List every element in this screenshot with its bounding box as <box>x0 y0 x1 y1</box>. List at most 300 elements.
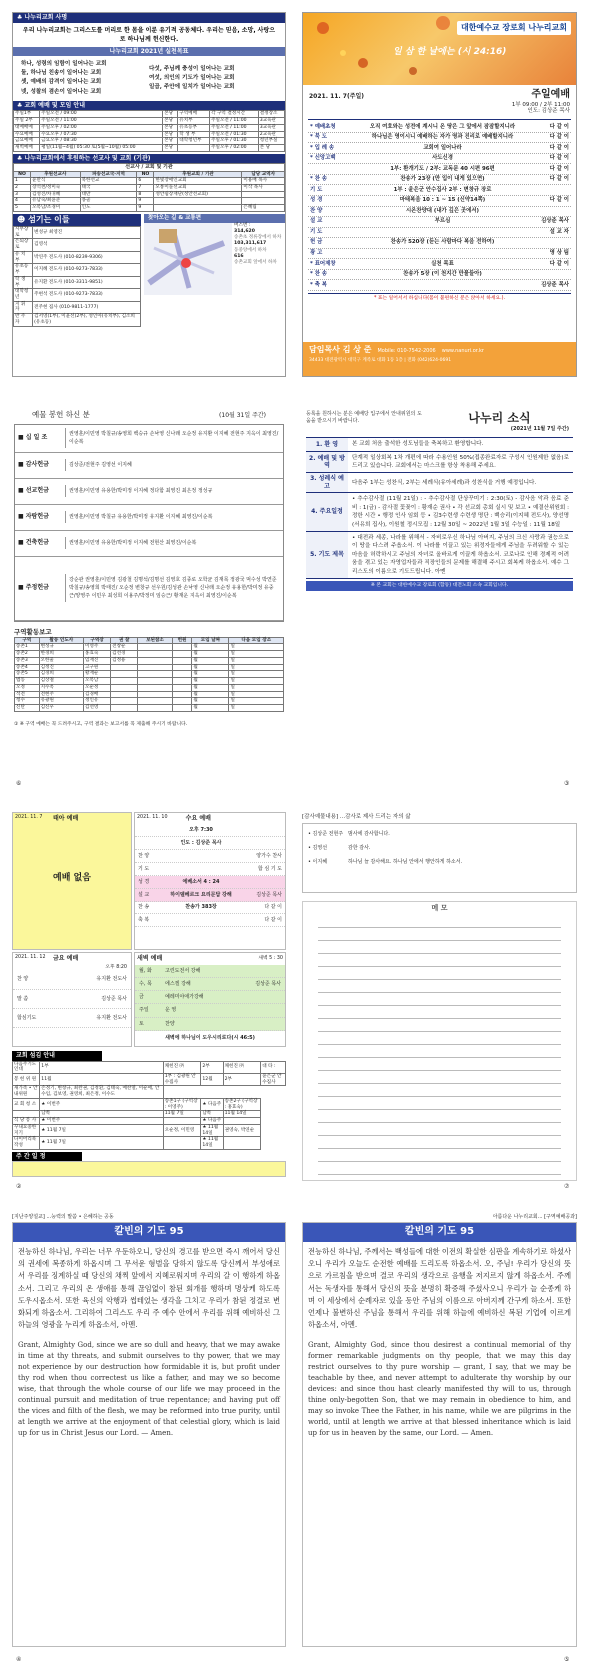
table-cell: 대학청년부 <box>178 138 210 145</box>
fri-order <box>13 970 131 1028</box>
table-cell: 황재순 <box>84 671 111 678</box>
table-cell <box>138 644 172 651</box>
map-illustration <box>144 223 232 295</box>
wed-leader: 합 심 기 도 <box>257 865 282 872</box>
table-cell <box>163 1118 201 1125</box>
table-cell: 채헌진 ㈜ <box>223 1061 261 1073</box>
order-row <box>308 259 571 270</box>
table-cell: 월 <box>192 704 229 711</box>
table-cell: ★ 11월 7일 <box>40 1124 163 1136</box>
table-cell: 결정장소 <box>258 111 284 118</box>
table-cell: 본당 <box>163 131 178 138</box>
table-cell: 일 <box>229 698 284 705</box>
order-item: 설 교 <box>310 218 323 225</box>
table-cell: 한빛장애인교회 <box>154 178 242 185</box>
table-cell: 3교육관 <box>258 118 284 125</box>
dawn-day: 수, 목 <box>139 980 152 987</box>
news-body: 본 교회 처음 출석한 성도님들을 축복하고 환영합니다. <box>352 441 484 448</box>
table-cell: 주일오전 / 11:00 <box>210 118 259 125</box>
order-row <box>308 175 571 186</box>
table-cell <box>138 698 172 705</box>
wed-content: 찬송가 383장 <box>185 904 217 911</box>
news-heading: 2. 예배 및 방역 <box>306 452 348 473</box>
order-content: 1부 : 윤은군 안수집사 2부 : 변창규 장로 <box>393 186 492 193</box>
table-cell <box>223 1137 261 1149</box>
info-row <box>13 1098 286 1110</box>
wed-leader <box>242 827 282 833</box>
wed-row <box>135 837 285 850</box>
table-cell: 김서영(1부), 이윤선(2부), 성인아(유치부), 김소희(유초등) <box>33 314 141 326</box>
table-cell: 변성규 최영진 <box>33 226 141 238</box>
table-cell: 일 <box>229 664 284 671</box>
table-cell: 학 생 부 <box>14 276 33 288</box>
table-cell: 11월 14일 <box>223 1111 261 1118</box>
table-cell: 월 <box>192 698 229 705</box>
bus-line: 103,311,617 <box>234 241 267 247</box>
goals-header: 나누리교회 2021년 실천목표 <box>13 47 285 57</box>
dawn-time: 새벽 5 : 30 <box>258 955 283 961</box>
order-item: * 묵 도 <box>310 134 327 141</box>
table-cell: 김정용 <box>111 657 138 664</box>
news-body: • 추수감사절 (11월 21일) : - 추수감사절 단상꾸미기 : 2:30(토) - 감사음 악과 음료 준비 : 1(금) - 감사절 꽃꽂이 : 황재순 권사 • 각 선교회 총회 실시 및 보고 • 예결산위원회 : 정한 시간 • 행정 인사 임회 등 • 김3수련생 수련생 명단 : 백승리(이지혜 전도사), 양선명(서유희 집사), 이원철 정시모집 : 12월 30일 ~ 2022년 1월 3일 수능일 : 11월 18일 <box>352 496 569 528</box>
dawn-content: 찬양 <box>165 1020 175 1027</box>
table-cell: 유남숙/최윤준 <box>31 198 81 205</box>
news-body: • 대전과 세종, 나라를 위해서 - 자비로우신 하나님 아버지, 주님의 크신 사랑과 권능으로 이 땅을 다스려 주옵소서. 이 나라를 이끌고 있는 위정자들에게 주님을 두려워할 수 있는 마음을 허락하시고 주님의 자녀로 올바르게 이끌게 하옵소서. 코로나로 인해 경제적 어려움을 겪고 있는 자영업자들과 직장인들의 문제를 해결해 주시고 회복케 하옵소서. 예수 그리스도의 이름으로 기도드립니다. 아멘 <box>352 534 569 575</box>
table-cell: 김영석 <box>33 239 141 251</box>
info-row <box>13 1086 286 1098</box>
table-cell: 손정기, 변창규, 최완권, 김정환, 김태숙, 예찬열, 이순애, 안수임, 김보영, 권영희, 최은정, 이수도 <box>40 1086 163 1098</box>
table-header-cell: 헌원 <box>172 637 192 644</box>
order-leader: 다 같 이 <box>549 165 569 172</box>
table-cell: 본당 <box>163 138 178 145</box>
table-cell: 남쪽 <box>40 1111 163 1118</box>
order-leader: 다 같 이 <box>549 134 569 141</box>
cell-row <box>15 644 284 651</box>
table-cell <box>172 651 192 658</box>
staff-row <box>14 301 141 313</box>
table-cell: 일 <box>229 644 284 651</box>
table-cell: 평일(11월~4월) 05:30 토(5월~10월) 05:00 <box>40 145 163 152</box>
thanks-name: • 이지혜 <box>308 859 328 866</box>
order-row <box>308 122 571 133</box>
cover-banner <box>303 13 576 85</box>
wed-row <box>135 876 285 889</box>
thanks-row <box>306 841 573 855</box>
church-address: 34433 대전광역시 대덕구 계족로 대화 1동 1층 | 전화 (042)624-0691 <box>309 358 452 363</box>
dawn-row <box>135 978 285 991</box>
fri-service-box <box>12 952 132 1047</box>
fri-title: 금요 예배 <box>53 955 79 962</box>
goal-item: 셋, 예배의 감격이 일어나는 교회 <box>21 79 102 86</box>
table-cell: 9 <box>137 198 154 205</box>
pastor-mobile: Mobile: 010-7542-2006 <box>377 348 436 354</box>
dawn-row <box>135 991 285 1004</box>
schedule-row <box>14 118 285 125</box>
news-footer: ※ 본 교회는 대한예수교 장로회 (합동) 대전노회 소속 교회입니다. <box>306 581 573 591</box>
missionary-row <box>14 185 285 192</box>
table-cell: 5 <box>14 205 31 212</box>
cover-leader: 인도: 김상준 목사 <box>527 108 570 115</box>
table-cell: 오한울 <box>39 657 83 664</box>
table-cell: 법동 <box>15 678 40 685</box>
prayer-title: 칼빈의 기도 95 <box>303 1223 576 1242</box>
table-cell <box>138 664 172 671</box>
table-cell: 월 <box>192 691 229 698</box>
table-cell: 송촌5 <box>15 671 40 678</box>
thanks-row <box>306 855 573 869</box>
cell-note: ① ※ 구역 예배는 꼭 드려주시고, 구역 결과는 보고서를 꼭 제출해 주시기 바랍니다. <box>14 721 188 727</box>
table-cell: ★ 이번주 <box>40 1098 163 1110</box>
page-news <box>302 408 577 778</box>
order-of-worship <box>308 119 571 294</box>
staff-row <box>14 276 141 288</box>
table-cell: 주일오전 / 01:30 <box>210 131 259 138</box>
offering-names: 권영훈/이민영 유용한/박미정 이지혜 전현산 최영진/이순복 <box>65 537 283 549</box>
table-cell: 석전 <box>15 691 40 698</box>
table-cell <box>172 671 192 678</box>
table-cell: 주일오전 / 11:00 <box>210 124 259 131</box>
table-cell <box>172 691 192 698</box>
table-cell <box>111 671 138 678</box>
mission-text: 우리 나누리교회는 그리스도를 머리로 한 몸을 이룬 유기적 공동체다. 우리는 믿음, 소망, 사랑으로 하나님께 헌신한다. <box>22 26 276 43</box>
wed-service-box <box>134 812 286 950</box>
table-cell: 모퉁이돌선교회 <box>154 185 242 192</box>
wed-item <box>138 827 160 833</box>
table-cell <box>163 1137 201 1149</box>
mission-header: ♣ 나누리교회 사명 <box>13 13 285 23</box>
table-cell: 유초등부 <box>14 264 33 276</box>
baby-date: 2021. 11. 7 <box>15 815 43 820</box>
wed-content: 오후 7:30 <box>189 827 213 834</box>
table-cell: 일 <box>229 678 284 685</box>
website-link[interactable]: www.nanuri.or.kr <box>441 348 484 354</box>
order-leader: 다 같 이 <box>549 123 569 130</box>
table-cell <box>172 644 192 651</box>
sermon-tag: [지난주양설교] ...능력의 말씀 • 은혜하는 공동 <box>12 1214 114 1220</box>
order-row <box>308 217 571 228</box>
schedule-row <box>14 111 285 118</box>
goal-item: 여섯, 의인의 기도가 일어나는 교회 <box>149 75 235 82</box>
table-cell: 태국 <box>80 185 137 192</box>
cell-row <box>15 704 284 711</box>
table-cell <box>138 651 172 658</box>
prayer-korean: 전능하신 하나님, 주께서는 백성들에 대한 이전의 확실한 심판을 계속하기로 하셨사오니 우리가 오늘도 순전한 예배를 드리도록 하옵소서. 오, 주님! 우리가 당신의 뜻으로 가르침을 받으며 결코 우리의 생각으로 음행을 저지르지 않게 하옵소서. 주께서는 독생자를 통해서 당신의 뜻을 분명히 확증해 주셨사오니 우리가 늘 순종케 하며 이 세상에서 순례자로 있을 동안 주님의 이름으로 아버지께 간구케 하소서. 또한 언제나 불변하신 주님을 통해서 우리를 위해 하늘에 예비하신 복된 기업에 이르게 하옵소서, 아멘. <box>308 1246 571 1330</box>
wed-item: 기 도 <box>138 865 150 872</box>
table-cell: 교 회 청 소 <box>13 1098 40 1110</box>
table-cell: 1부 <box>40 1061 163 1073</box>
offering-row <box>15 505 283 531</box>
order-leader: 다 같 이 <box>549 260 569 267</box>
table-cell: 본 당 <box>258 145 284 152</box>
table-cell: 유 치 부 <box>14 251 33 263</box>
table-cell: 일 <box>229 657 284 664</box>
table-cell <box>172 698 192 705</box>
wed-leader <box>242 879 282 885</box>
fri-row <box>13 1009 131 1028</box>
table-cell: 정인유 <box>84 698 111 705</box>
cover-verse: 일 삼 한 날에는 (시 24:16) <box>393 47 507 57</box>
table-cell: 청년부실 <box>258 138 284 145</box>
prayer-korean: 전능하신 하나님, 우리는 너무 우둔하오니, 당신의 경고를 받으면 즉시 깨어서 당신의 권세에 복종하게 하옵시며 그 무서운 형벌을 당하지 않도록 당신께서 부성애로서 우리를 징계하실 때 당신의 채찍 앞에서 지혜로워지며 우리의 갈 이 행하게 하옵소서. 그리고 우리의 온 생애를 통해 끊임없이 참된 회개를 행하며 명상케 하도록 도우시옵소서. 또한 육신의 악행과 썹테었는 생각을 그치고 우리가 참된 정결로 변화되게 하옵소서. 그리하여 그리스도 우리 주 예수 안에서 우리를 위해 예비하신 그 하늘의 영광을 누리게 하옵소서, 아멘. <box>18 1246 280 1330</box>
table-cell: 홍효숙 <box>84 651 111 658</box>
table-cell: 월 <box>192 644 229 651</box>
info-row <box>13 1111 286 1118</box>
order-leader: 다 같 이 <box>549 176 569 183</box>
table-cell: 채헌진 ㈜ <box>163 1061 201 1073</box>
table-cell: 주일오후 / 02:00 <box>210 145 259 152</box>
cell-row <box>15 698 284 705</box>
order-content: 실천 목표 <box>431 260 454 267</box>
cover-footer <box>303 342 576 376</box>
cover-times: 1부 09:00 / 2부 11:00 <box>511 101 570 108</box>
offering-list <box>14 424 284 622</box>
table-cell: 김상철 <box>39 678 83 685</box>
offering-names: 김상준/전현주 김영선 이지혜 <box>65 459 283 471</box>
table-cell <box>138 684 172 691</box>
table-cell: 지수옥 <box>39 684 83 691</box>
table-cell: 7 <box>137 185 154 192</box>
cell-row <box>15 671 284 678</box>
missionary-sub: 선교사 / 교회 및 기관 <box>13 163 285 170</box>
table-cell: 오복남/조경미 <box>31 205 81 212</box>
table-cell: 송촌2 <box>15 651 40 658</box>
page-number: ③ <box>564 780 570 787</box>
news-heading: 1. 환 영 <box>306 438 348 450</box>
table-cell <box>111 684 138 691</box>
table-cell: 송촌4 <box>15 664 40 671</box>
news-title: 나누리 소식 <box>468 411 531 425</box>
prayer-title: 칼빈의 기도 95 <box>13 1223 285 1242</box>
cover-date: 2021. 11. 7(주일) <box>309 93 365 100</box>
dawn-title: 새벽 예배 <box>137 955 163 962</box>
cell-lesson-tag: 아름다운 나누리교회... [구역예배공과] <box>492 1214 577 1220</box>
table-cell <box>178 145 210 152</box>
table-cell: 김성진/차귀혜 <box>31 191 81 198</box>
table-cell: 월 <box>192 684 229 691</box>
table-cell: 청수 <box>15 698 40 705</box>
news-intro: 등록을 원하시는 분은 예배당 입구에서 안내위원의 도움을 받으시기 바랍니다. <box>306 411 422 424</box>
order-leader: 김상준 목사 <box>541 218 569 225</box>
cell-row <box>15 657 284 664</box>
order-leader: 다 같 이 <box>549 197 569 204</box>
table-cell: 본당 <box>163 111 178 118</box>
table-cell: 반 주 자 <box>14 314 33 326</box>
wed-content: 하이델베르크 요리문답 강해 <box>170 891 232 898</box>
table-cell: 주일오후 / 02:00 <box>40 124 163 131</box>
table-cell <box>111 691 138 698</box>
staff-table <box>13 226 141 327</box>
table-cell: 권영숙, 박연순 <box>223 1124 261 1136</box>
order-row <box>308 238 571 249</box>
offering-names: 강순관 권영훈/이민영 김광철 김명석/김명선 김영호 김종로 오학균 김재목 정광국 먹수성 박연준 박칠규/송영희 박태진/ 오순정 변창규 선우원/김성관 손낙영 신나래 오순정 유용한/박미정 유중근/양영주 이민우 최성희 이용주/박정미 임승근/ 황재운 지옥이 최영진/이순복 <box>65 574 283 602</box>
wed-leader: 다 같 이 <box>264 904 282 911</box>
table-cell: 이지혜 전도사 (010-9273-7833) <box>33 264 141 276</box>
dawn-order <box>135 965 285 1031</box>
wed-content <box>160 917 242 923</box>
bus-label: 버스번 : <box>234 222 251 228</box>
page-number: ⑥ <box>16 780 22 787</box>
order-content: 찬송가 520장 (듣는 사람마다 복음 전하여) <box>390 239 495 246</box>
schedule-row <box>14 131 285 138</box>
page-services <box>12 812 286 1182</box>
table-cell: 송촌1구 (구역장 : 이영주) <box>163 1098 201 1110</box>
wed-leader: 양가수 찬사 <box>256 852 282 859</box>
table-cell <box>154 205 242 212</box>
wed-date: 2021. 11. 10 <box>137 815 168 820</box>
table-cell <box>138 678 172 685</box>
table-cell: 김경배 <box>84 691 111 698</box>
table-cell: 2부 <box>223 1073 261 1085</box>
page-number: ② <box>16 1183 22 1190</box>
table-cell: 새가족 • 안내위원 <box>13 1086 40 1098</box>
wed-content: 에베소서 4 : 24 <box>182 878 220 885</box>
info-row <box>13 1073 286 1085</box>
baby-service-box <box>12 812 132 950</box>
table-header-cell: 후원교회 / 기관 <box>154 171 242 178</box>
table-cell: ★ 11월 14일 <box>201 1137 223 1149</box>
offering-row <box>15 453 283 479</box>
schedule-header: ♣ 교회 예배 및 모임 안내 <box>13 101 285 111</box>
table-cell: 김선경 <box>111 651 138 658</box>
memo-lines[interactable] <box>318 915 561 1175</box>
news-heading: 5. 기도 제목 <box>306 532 348 578</box>
table-cell: 11월 7일 <box>163 1111 201 1118</box>
table-cell: 김경희 <box>39 671 83 678</box>
weekly-schedule-box <box>12 1161 286 1177</box>
news-heading: 3. 성례식 예고 <box>306 473 348 492</box>
table-header-cell: NO <box>137 171 154 178</box>
table-cell <box>138 671 172 678</box>
table-cell: 유광원 <box>39 698 83 705</box>
table-cell: 은혜림 <box>242 205 285 212</box>
order-leader: 설 교 자 <box>549 228 569 235</box>
order-item: 헌 금 <box>310 239 323 246</box>
table-cell: 2교육관 <box>258 131 284 138</box>
table-cell <box>111 664 138 671</box>
offering-type: ■ 십 일 조 <box>18 434 48 442</box>
table-cell <box>111 698 138 705</box>
table-cell: 월 <box>192 664 229 671</box>
order-row <box>308 185 571 196</box>
order-row <box>308 133 571 144</box>
fri-leader: 유지환 전도사 <box>96 1014 127 1021</box>
table-cell: ★ 이번주 <box>40 1118 163 1125</box>
memo-box <box>302 901 577 1181</box>
table-cell: 4 <box>14 198 31 205</box>
info-row <box>13 1124 286 1136</box>
table-cell: 윤은군 안수집사 <box>261 1073 286 1085</box>
baby-title: 태아 예배 <box>53 815 79 822</box>
table-cell: ★ 11월 14일 <box>201 1124 223 1136</box>
offering-type: ■ 주정헌금 <box>18 584 49 592</box>
dawn-content: 에스겔 강해 <box>165 980 191 987</box>
table-cell: 김선영 <box>84 704 111 711</box>
cell-row <box>15 684 284 691</box>
order-content: 사도신경 <box>432 155 453 162</box>
table-header-cell: 활동 인도자 <box>39 637 83 644</box>
cover-service: 주일예배 <box>531 89 570 100</box>
order-row <box>308 207 571 218</box>
goal-item: 하나, 성령의 임함이 일어나는 교회 <box>21 61 107 67</box>
page-number: ⑦ <box>564 1183 570 1190</box>
wed-row <box>135 825 285 838</box>
offering-type: ■ 건축헌금 <box>18 539 49 547</box>
table-cell: 이삭 목사 <box>242 185 285 192</box>
table-header-cell: 담당 교역자 <box>242 171 285 178</box>
table-cell: 송촌2구 (구역장 : 홍효숙) <box>223 1098 261 1110</box>
wed-item: 축 복 <box>138 917 150 924</box>
order-row <box>308 154 571 165</box>
order-content: 부르심 <box>434 218 451 225</box>
table-cell: 주일오후 / 01:30 <box>210 138 259 145</box>
fri-item: 찬 양 <box>17 976 29 983</box>
news-row <box>306 452 573 474</box>
wed-leader: 김상준 목사 <box>256 891 282 898</box>
table-header-cell: 보된참소 <box>138 637 172 644</box>
order-row <box>308 228 571 239</box>
thanks-row <box>306 827 573 841</box>
table-cell: 이영주 <box>84 644 111 651</box>
table-header-cell: 후원선교사 <box>31 171 81 178</box>
order-leader: 김상준 목사 <box>541 281 569 288</box>
page-prayer-left <box>12 1212 286 1657</box>
dawn-content: 예레미야애가강해 <box>165 994 204 1000</box>
table-cell: 3 <box>14 191 31 198</box>
table-cell: 대예배예 <box>14 124 40 131</box>
table-cell: 유초등부 <box>178 124 210 131</box>
thanks-list <box>302 823 577 893</box>
info-row <box>13 1137 286 1149</box>
memo-title: 메 모 <box>431 903 448 912</box>
wed-row <box>135 914 285 927</box>
table-cell: 일 <box>229 704 284 711</box>
order-row <box>308 249 571 260</box>
table-cell: 일 <box>229 691 284 698</box>
order-content: 하나님은 영이시니 예배하는 자가 영과 진리로 예배할지니라 <box>371 134 514 141</box>
news-date: (2021년 11월 7일 주간) <box>510 426 569 432</box>
order-item: 기 도 <box>310 186 323 193</box>
dawn-day: 금 <box>139 994 144 1000</box>
pastor-name: 담임목사 김 상 준 <box>309 345 372 354</box>
table-cell: 꾸내요중한지기 <box>13 1124 40 1136</box>
map-image <box>144 223 232 295</box>
table-cell: ★ 11월 7일 <box>40 1137 163 1149</box>
wed-order <box>135 825 285 928</box>
offering-type: ■ 자람헌금 <box>18 513 49 521</box>
dawn-row <box>135 1018 285 1031</box>
table-cell: 성안쉼장재단(성안선교회) <box>154 191 242 198</box>
table-cell: 본당 <box>163 145 178 152</box>
table-cell: 월 <box>192 657 229 664</box>
order-item: 광 고 <box>310 250 323 257</box>
news-row <box>306 532 573 579</box>
table-cell <box>172 704 192 711</box>
order-item: * 축 복 <box>310 281 327 288</box>
thanks-text: 하나님 늘 감사해요. 하나님 안에서 행안하게 하소서. <box>348 859 463 866</box>
table-cell: 주일오전 / 09:00 <box>40 111 163 118</box>
table-cell <box>154 198 242 205</box>
offering-row <box>15 479 283 505</box>
offering-names: 권영훈/이민영 유용한/박미정 이지혜 정다함 최영진 최은정 정성규 <box>65 485 283 497</box>
order-content: 마태복음 10 : 1 ~ 15 (신약14쪽) <box>399 197 486 204</box>
dawn-day: 토 <box>139 1020 144 1027</box>
table-cell <box>242 191 285 198</box>
dawn-day: 주일 <box>139 1007 149 1014</box>
table-cell: 6 <box>137 178 154 185</box>
schedule-row <box>14 145 285 152</box>
order-item: 기 도 <box>310 228 323 235</box>
table-cell: 주일1부 <box>14 111 40 118</box>
